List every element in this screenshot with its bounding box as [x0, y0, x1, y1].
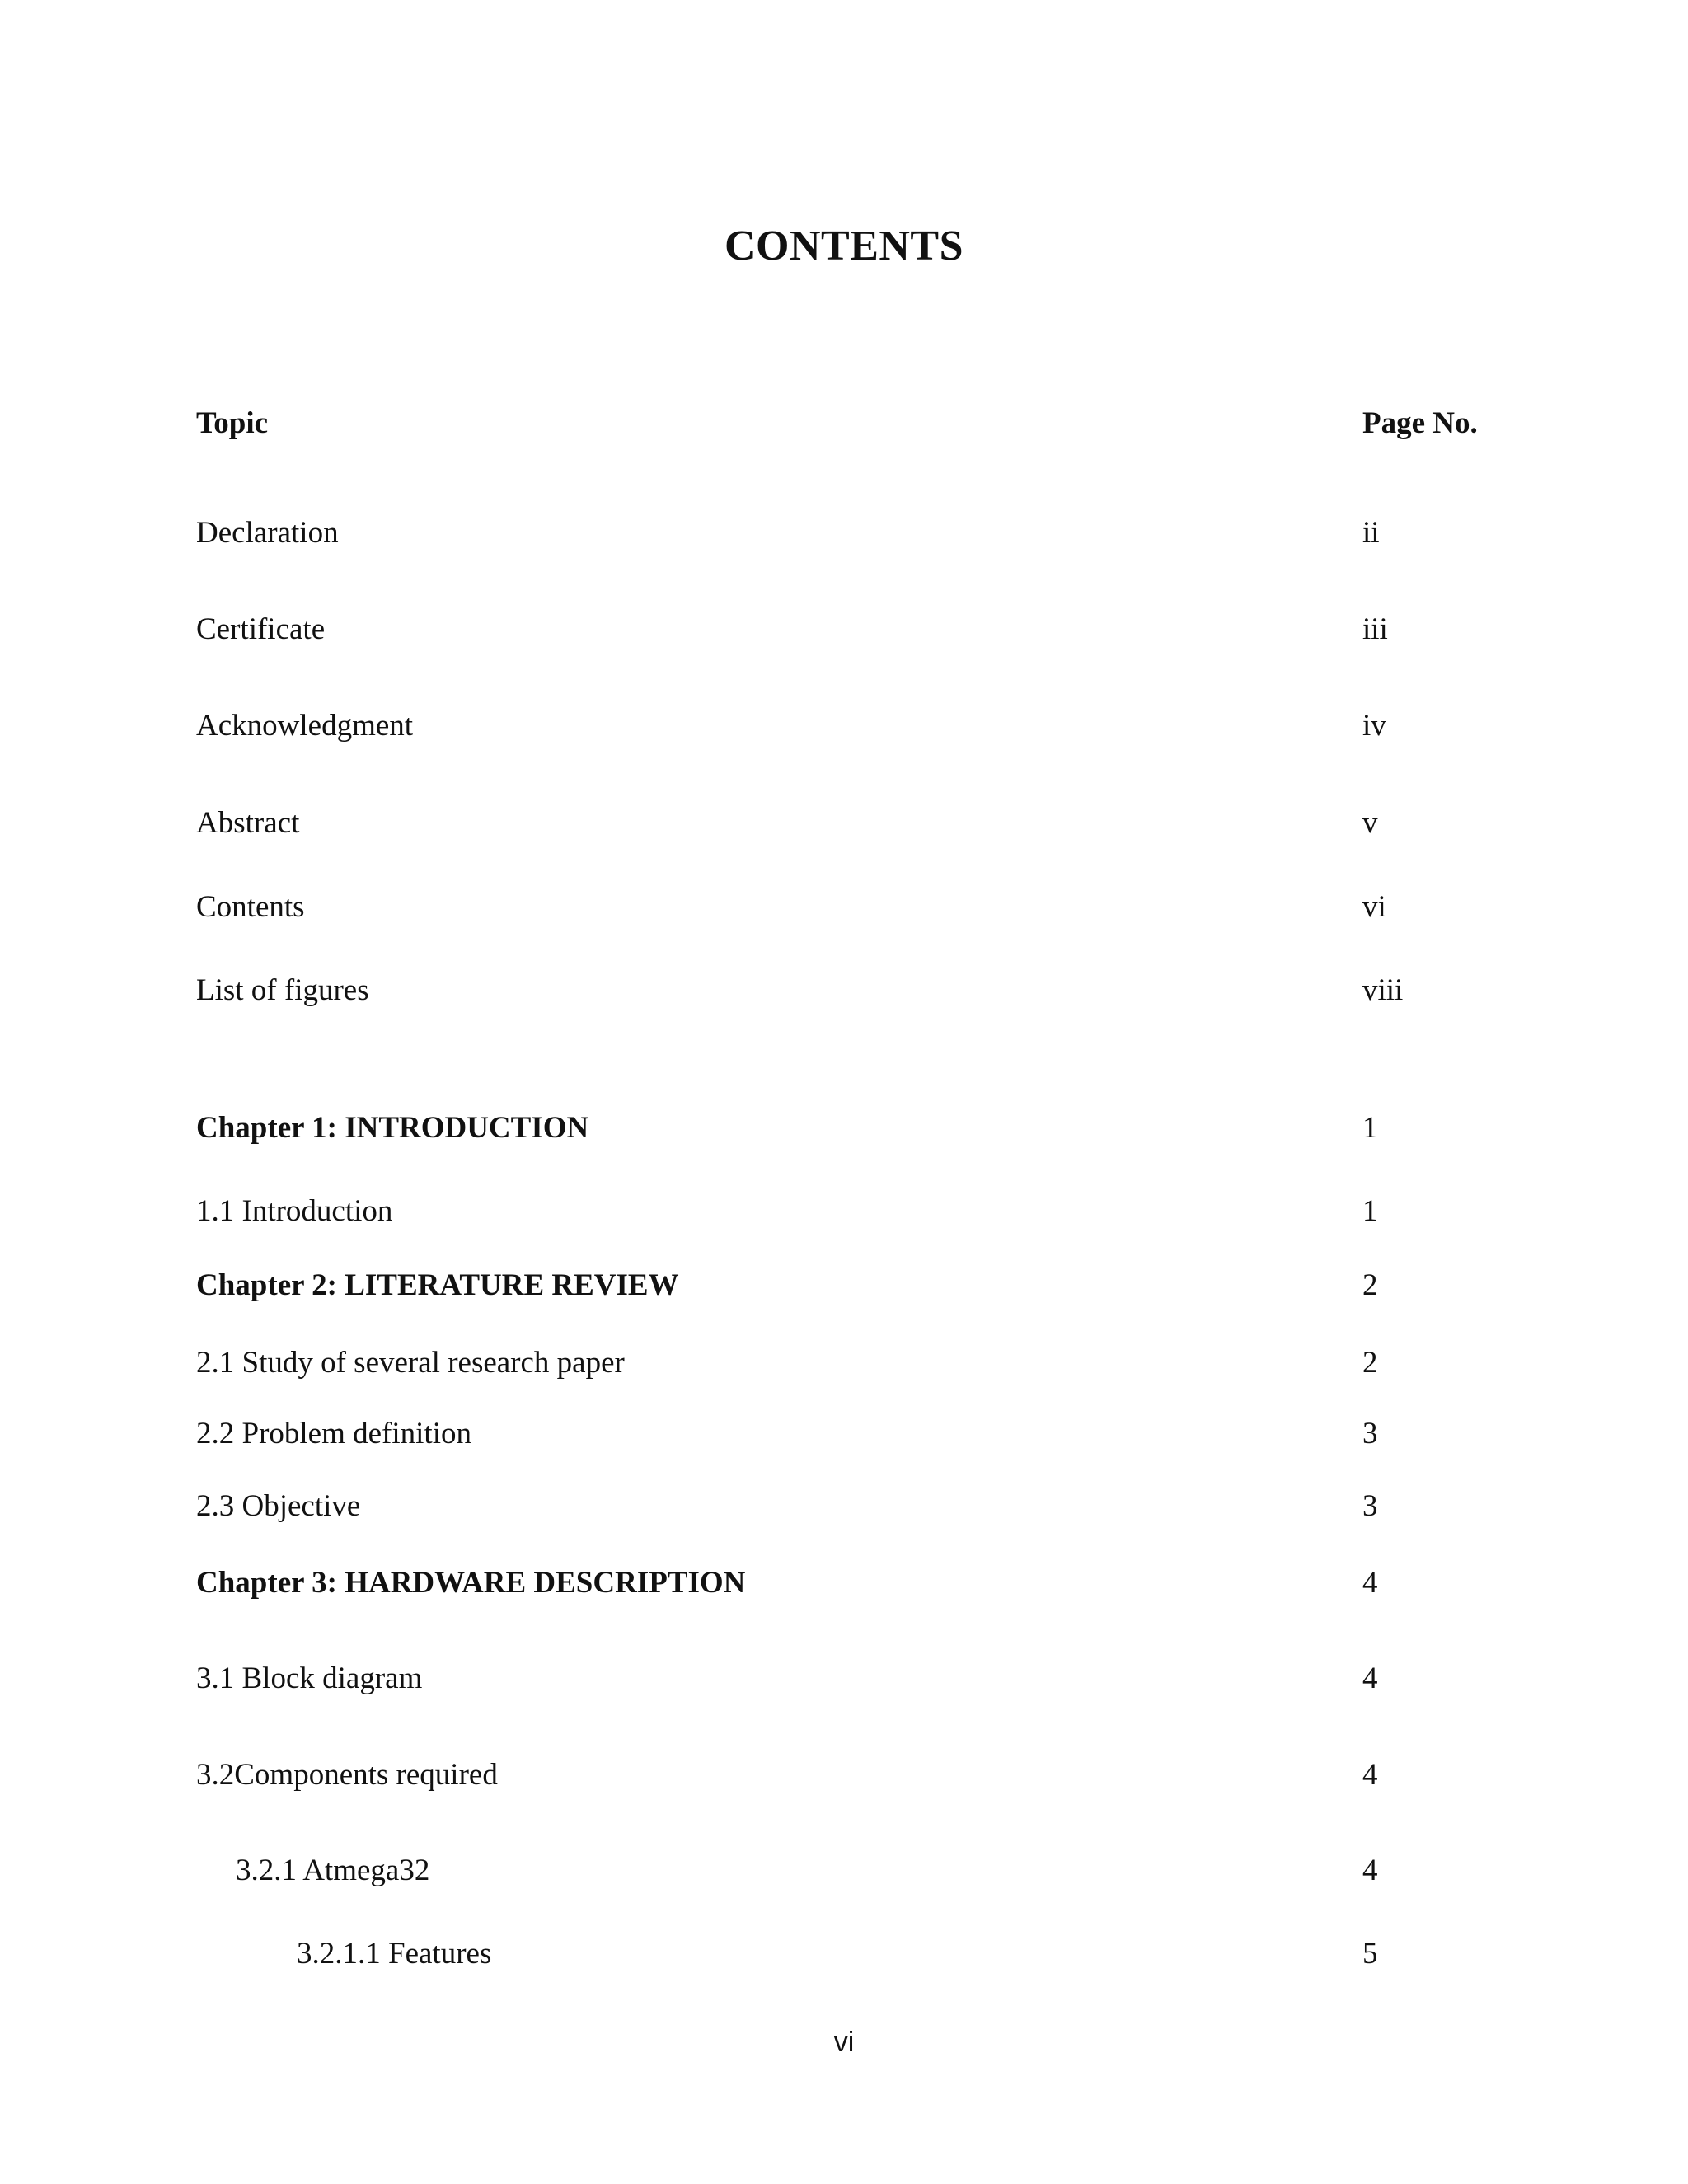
toc-entry-certificate: [0, 605, 1688, 654]
toc-entry-page: viii: [1362, 973, 1404, 1007]
toc-entry-2-2: [0, 1409, 1688, 1459]
toc-header-row: [0, 399, 1688, 448]
toc-chapter-title: Chapter 1: INTRODUCTION: [196, 1111, 589, 1145]
toc-chapter-1: [0, 1104, 1688, 1153]
toc-entry-topic: 1.1 Introduction: [196, 1194, 393, 1228]
toc-entry-topic: 3.1 Block diagram: [196, 1661, 423, 1695]
toc-entry-topic: 3.2Components required: [196, 1758, 498, 1792]
toc-entry-topic: Abstract: [196, 806, 300, 840]
toc-entry-page: 5: [1362, 1937, 1378, 1971]
toc-entry-3-1: [0, 1654, 1688, 1704]
toc-entry-abstract: [0, 799, 1688, 848]
toc-entry-contents: [0, 883, 1688, 932]
toc-entry-topic: 2.2 Problem definition: [196, 1417, 471, 1451]
toc-entry-page: iii: [1362, 612, 1388, 646]
toc-entry-2-3: [0, 1482, 1688, 1531]
toc-entry-topic: 2.1 Study of several research paper: [196, 1346, 625, 1380]
toc-entry-page: ii: [1362, 516, 1380, 550]
toc-entry-page: 1: [1362, 1194, 1378, 1228]
toc-entry-1-1: [0, 1187, 1688, 1236]
toc-entry-topic: Acknowledgment: [196, 709, 414, 743]
toc-entry-2-1: [0, 1338, 1688, 1388]
toc-header-topic: Topic: [196, 406, 269, 440]
page-number: vi: [833, 2027, 855, 2058]
toc-entry-topic: Declaration: [196, 516, 339, 550]
toc-entry-declaration: [0, 509, 1688, 558]
toc-entry-topic: Contents: [196, 890, 305, 924]
toc-chapter-title: Chapter 3: HARDWARE DESCRIPTION: [196, 1566, 746, 1600]
toc-entry-3-2-1-1: [0, 1929, 1688, 1979]
toc-entry-list-of-figures: [0, 966, 1688, 1015]
toc-entry-page: 4: [1362, 1758, 1378, 1792]
toc-entry-3-2: [0, 1750, 1688, 1800]
toc-entry-page: 1: [1362, 1111, 1378, 1145]
page-title: CONTENTS: [724, 223, 964, 269]
toc-chapter-3: [0, 1558, 1688, 1608]
toc-entry-page: 2: [1362, 1346, 1378, 1380]
toc-entry-page: 3: [1362, 1417, 1378, 1451]
toc-entry-topic: List of figures: [196, 973, 369, 1007]
toc-entry-page: vi: [1362, 890, 1386, 924]
toc-entry-3-2-1: [0, 1846, 1688, 1896]
toc-entry-page: iv: [1362, 709, 1386, 743]
toc-entry-page: 4: [1362, 1854, 1378, 1887]
toc-entry-topic: 3.2.1 Atmega32: [236, 1854, 430, 1887]
toc-entry-page: v: [1362, 806, 1378, 840]
toc-entry-page: 4: [1362, 1661, 1378, 1695]
toc-entry-page: 4: [1362, 1566, 1378, 1600]
toc-entry-acknowledgment: [0, 701, 1688, 751]
toc-entry-page: 2: [1362, 1268, 1378, 1302]
toc-entry-topic: 2.3 Objective: [196, 1489, 361, 1523]
toc-entry-topic: Certificate: [196, 612, 326, 646]
toc-entry-page: 3: [1362, 1489, 1378, 1523]
toc-chapter-2: [0, 1261, 1688, 1310]
toc-header-page: Page No.: [1362, 406, 1478, 440]
toc-entry-topic: 3.2.1.1 Features: [297, 1937, 492, 1971]
toc-chapter-title: Chapter 2: LITERATURE REVIEW: [196, 1268, 679, 1302]
